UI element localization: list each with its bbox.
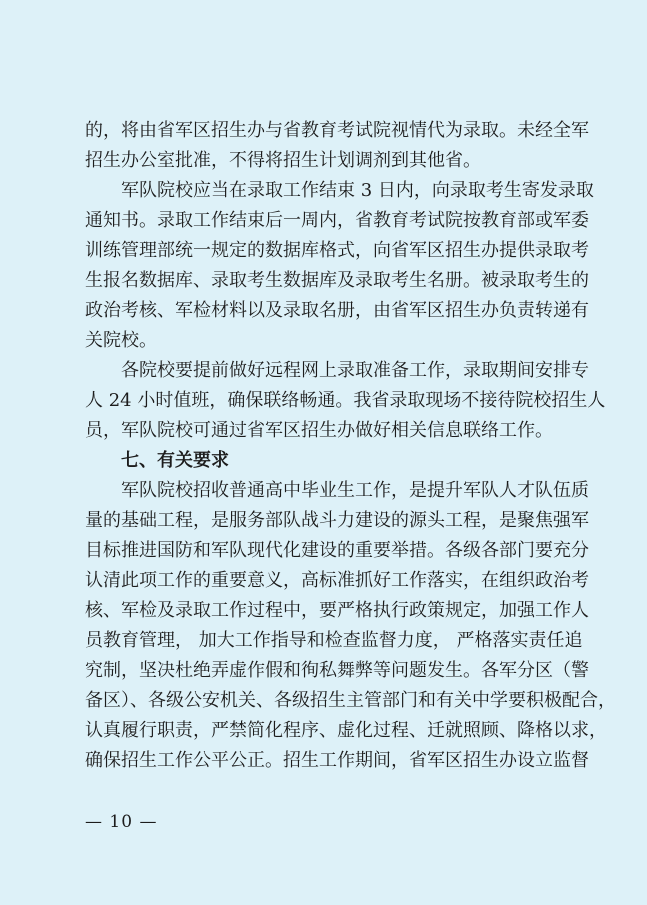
paragraph-line: 军队院校应当在录取工作结束 3 日内，向录取考生寄发录取 — [121, 180, 594, 201]
paragraph-line: 员，军队院校可通过省军区招生办做好相关信息联络工作。 — [85, 420, 553, 441]
paragraph-line: 的，将由省军区招生办与省教育考试院视情代为录取。未经全军 — [85, 120, 589, 141]
paragraph-line: 各院校要提前做好远程网上录取准备工作，录取期间安排专 — [121, 360, 589, 381]
paragraph-line: 备区）、各级公安机关、各级招生主管部门和有关中学要积极配合， — [85, 690, 616, 711]
paragraph-line: 通知书。录取工作结束后一周内，省教育考试院按教育部或军委 — [85, 210, 589, 231]
paragraph-line: 认清此项工作的重要意义，高标准抓好工作落实，在组织政治考 — [85, 570, 589, 591]
paragraph-line: 政治考核、军检材料以及录取名册，由省军区招生办负责转递有 — [85, 300, 589, 321]
paragraph-line: 军队院校招收普通高中毕业生工作，是提升军队人才队伍质 — [121, 480, 589, 501]
paragraph-line: 生报名数据库、录取考生数据库及录取考生名册。被录取考生的 — [85, 270, 589, 291]
paragraph-line: 人 24 小时值班，确保联络畅通。我省录取现场不接待院校招生人 — [85, 390, 606, 411]
paragraph-line: 确保招生工作公平公正。招生工作期间，省军区招生办设立监督 — [85, 750, 589, 771]
paragraph-line: 关院校。 — [85, 330, 157, 351]
paragraph-line: 认真履行职责，严禁简化程序、虚化过程、迁就照顾、降格以求， — [85, 720, 607, 741]
paragraph-line: 量的基础工程，是服务部队战斗力建设的源头工程，是聚焦强军 — [85, 510, 589, 531]
paragraph-line: 招生办公室批准，不得将招生计划调剂到其他省。 — [85, 150, 481, 171]
paragraph-line: 究制，坚决杜绝弄虚作假和徇私舞弊等问题发生。各军分区（警 — [85, 660, 589, 681]
body-text — [85, 116, 616, 776]
paragraph-line: 核、军检及录取工作过程中，要严格执行政策规定，加强工作人 — [85, 600, 589, 621]
page-number: — 10 — — [85, 812, 158, 832]
paragraph-line: 训练管理部统一规定的数据库格式，向省军区招生办提供录取考 — [85, 240, 589, 261]
paragraph-line: 目标推进国防和军队现代化建设的重要举措。各级各部门要充分 — [85, 540, 589, 561]
section-heading: 七、有关要求 — [121, 450, 229, 471]
paragraph-line: 员教育管理， 加大工作指导和检查监督力度， 严格落实责任追 — [85, 630, 583, 651]
